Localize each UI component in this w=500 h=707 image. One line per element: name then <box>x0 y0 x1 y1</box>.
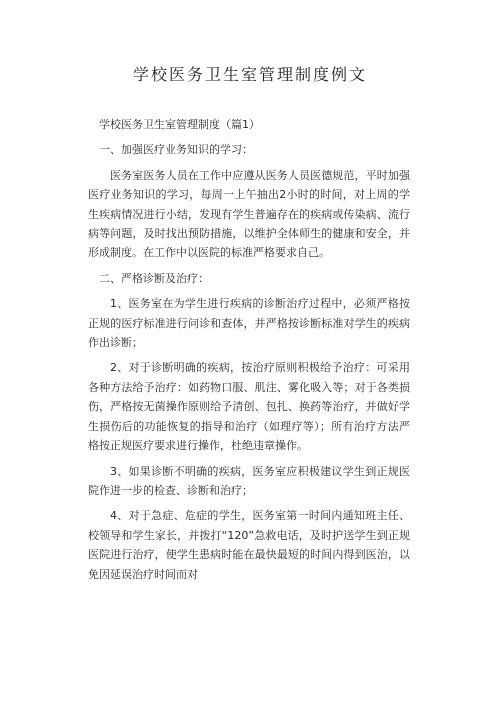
document-body <box>88 115 410 590</box>
document-subtitle: 学校医务卫生室管理制度（篇1） <box>99 118 260 131</box>
section-2-heading: 二、严格诊断及治疗： <box>99 271 209 285</box>
section-1-paragraph: 医务室医务人员在工作中应遵从医务人员医德规范，平时加强医疗业务知识的学习，每周一上午抽出2小时的时间，对上周的学生疾病情况进行小结，发现有学生普遍存在的疾病或传染病、流行病等问题，及时找出预防措施，以维护全体师生的健康和安全，并形成制度。在工作中以医院的标准严格要求自己。 <box>88 168 410 260</box>
section-2-item-1: 1、医务室在为学生进行疾病的诊断治疗过程中，必须严格按正规的医疗标准进行问诊和查体，并严格按诊断标准对学生的疾病作出诊断； <box>88 297 410 350</box>
section-2-item-3: 3、如果诊断不明确的疾病，医务室应积极建议学生到正规医院作进一步的检查、诊断和治疗； <box>88 464 410 497</box>
section-2-item-2: 2、对于诊断明确的疾病，按治疗原则积极给予治疗：可采用各种方法给予治疗：如药物口服、肌注、雾化吸入等；对于各类损伤，严格按无菌操作原则给予清创、包扎、换药等治疗，并做好学生损伤后的功能恢复的指导和治疗（如理疗等）；所有治疗方法严格按正规医疗要求进行操作，杜绝违章操作。 <box>88 361 410 453</box>
section-2-item-4: 4、对于急症、危症的学生，医务室第一时间内通知班主任、校领导和学生家长，并拨打“120”急救电话，及时护送学生到正规医院进行治疗，使学生患病时能在最快最短的时间内得到医治，以免因延误治疗时间而对 <box>88 509 410 581</box>
section-1-heading: 一、加强医疗业务知识的学习： <box>99 143 253 157</box>
document-title: 学校医务卫生室管理制度例文 <box>132 65 367 84</box>
